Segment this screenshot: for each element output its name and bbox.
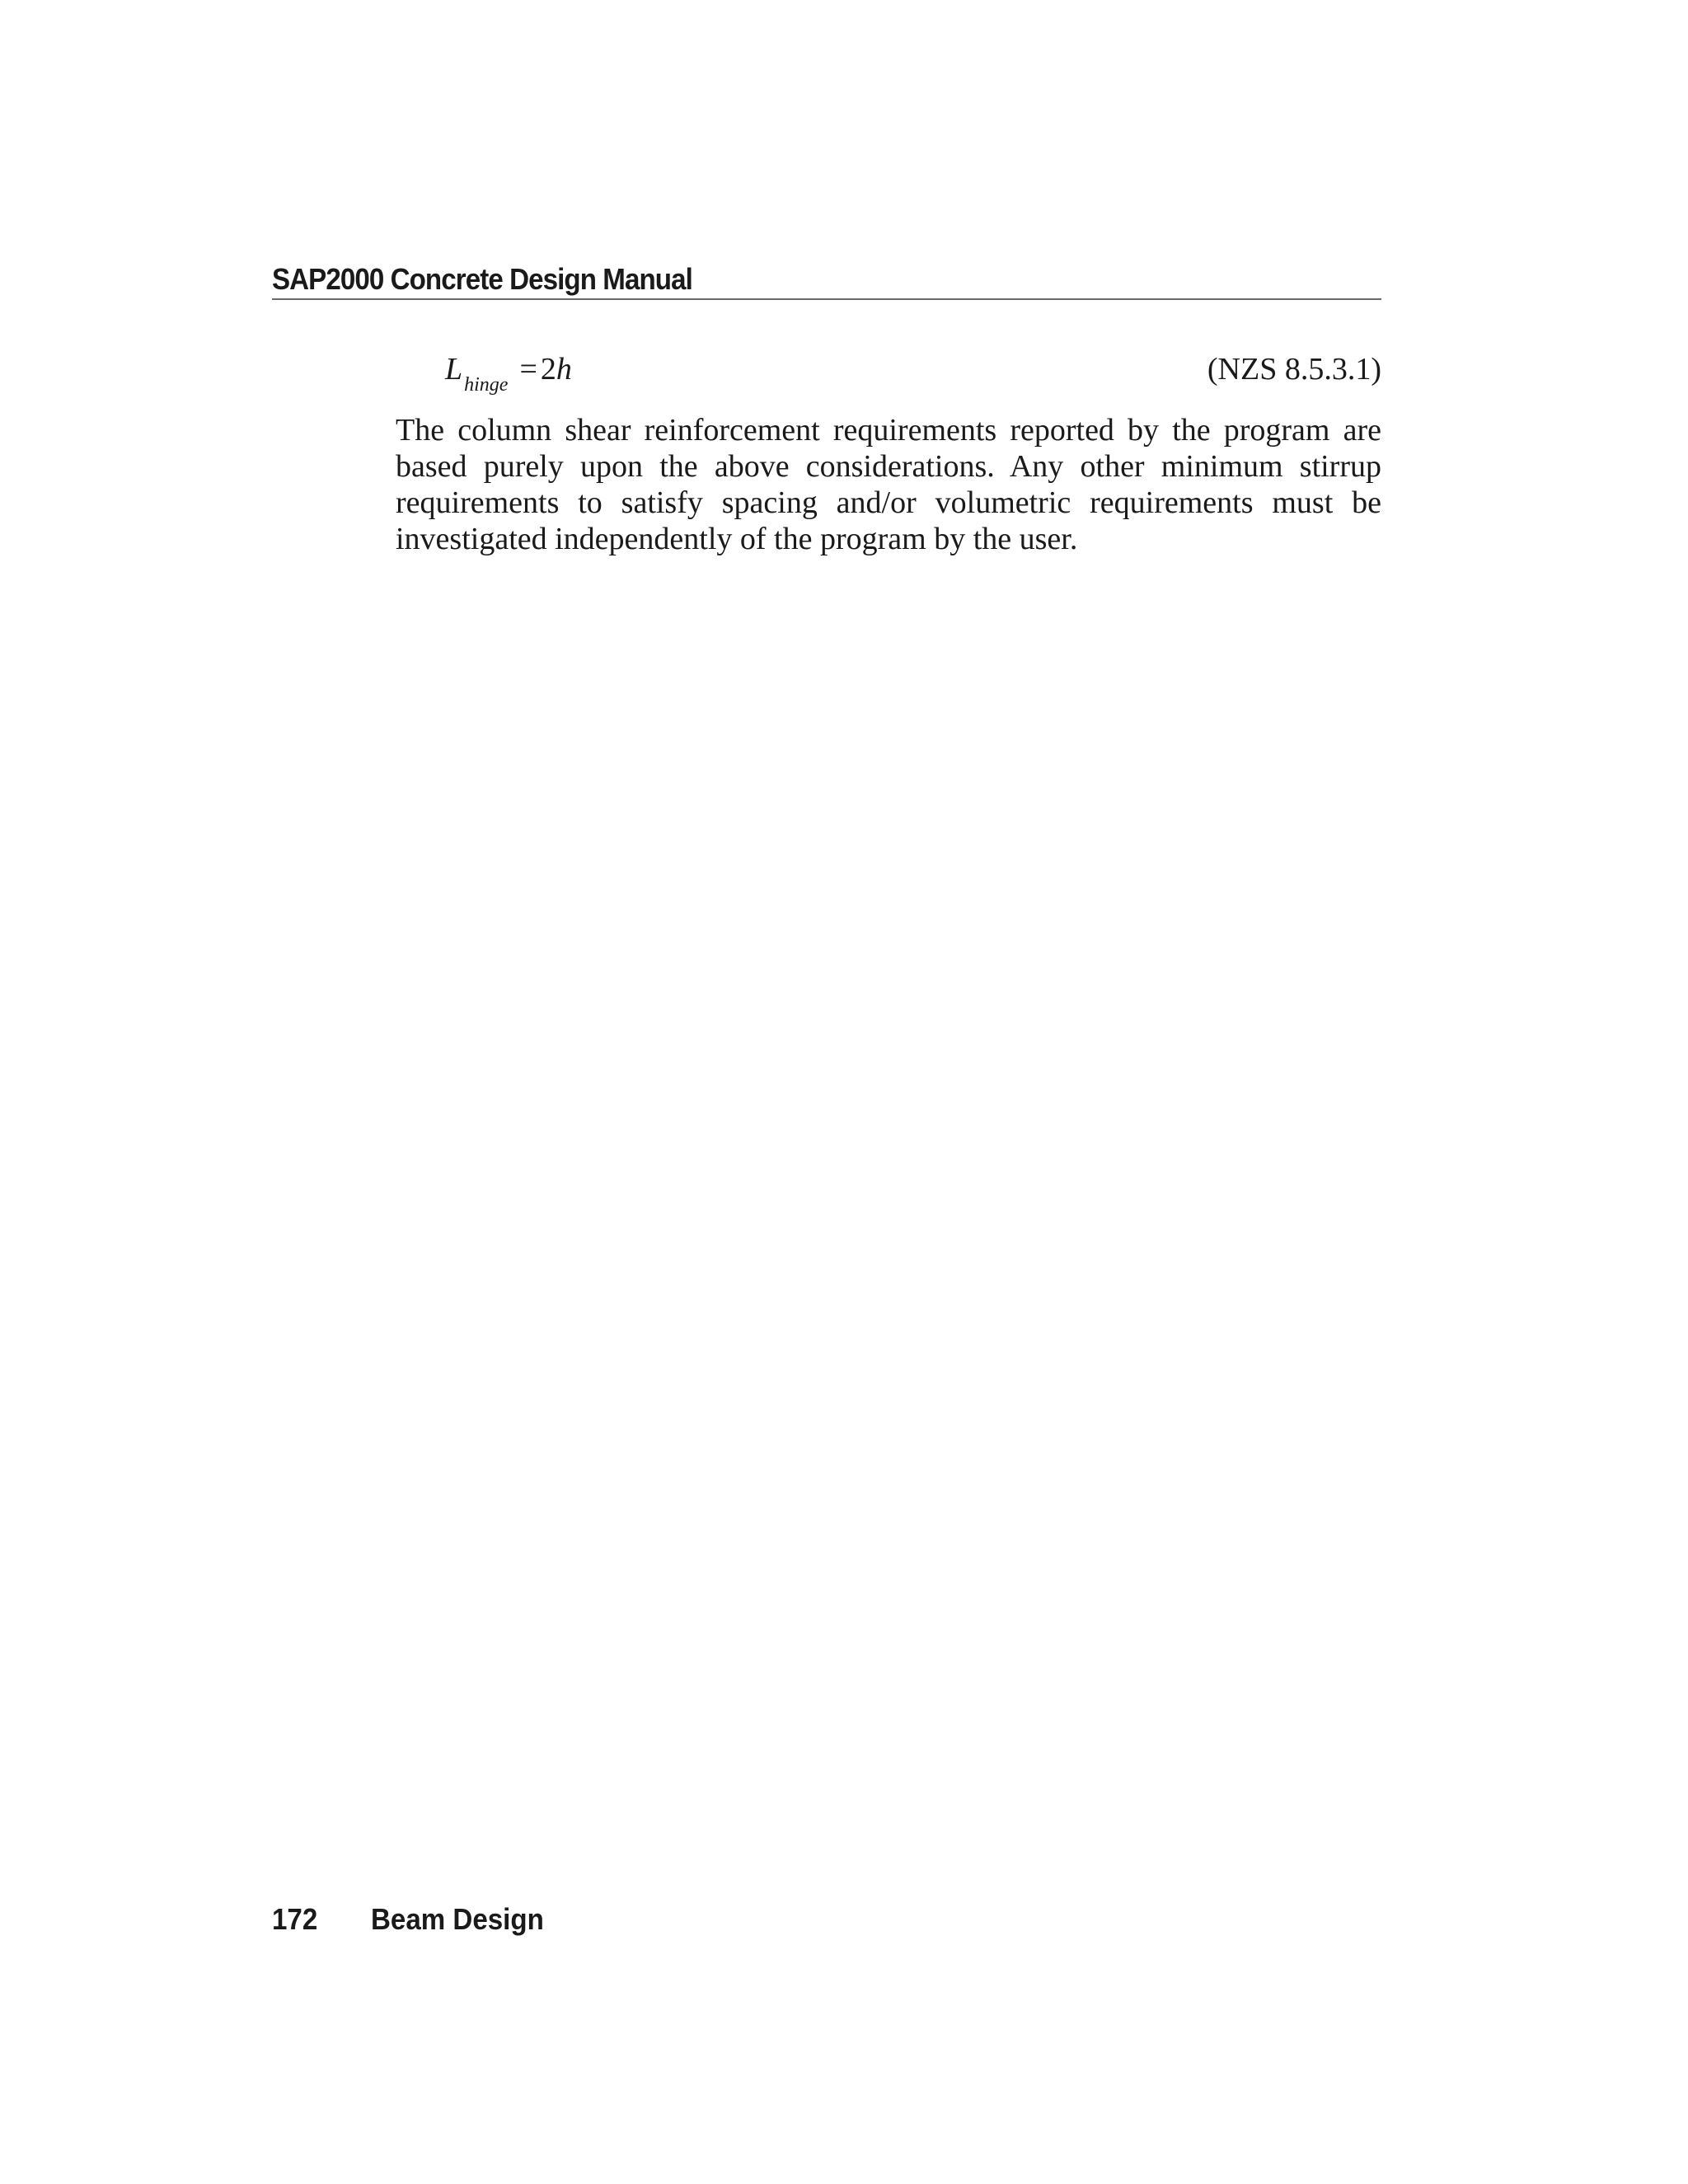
equation-variable: L [445,352,463,387]
body-paragraph: The column shear reinforcement requirements reported by the program are based purely upon the above considerations. Any other minimum stirrup requirements to satisfy spacing and/or volumetric requirements must be investigated independently of the program by the user. [396,413,1381,556]
footer-section-name: Beam Design [371,1902,544,1936]
hinge-length-equation [445,351,572,396]
running-header [272,262,1381,300]
manual-title: SAP2000 Concrete Design Manual [272,262,692,296]
equation-row [396,351,1381,401]
equation-reference: (NZS 8.5.3.1) [1207,352,1381,387]
equation-equals: = [519,352,537,387]
equation-rhs-variable: h [556,352,572,387]
equation-coefficient: 2 [540,352,556,387]
page-number: 172 [272,1902,318,1936]
equation-subscript: hinge [464,374,509,396]
